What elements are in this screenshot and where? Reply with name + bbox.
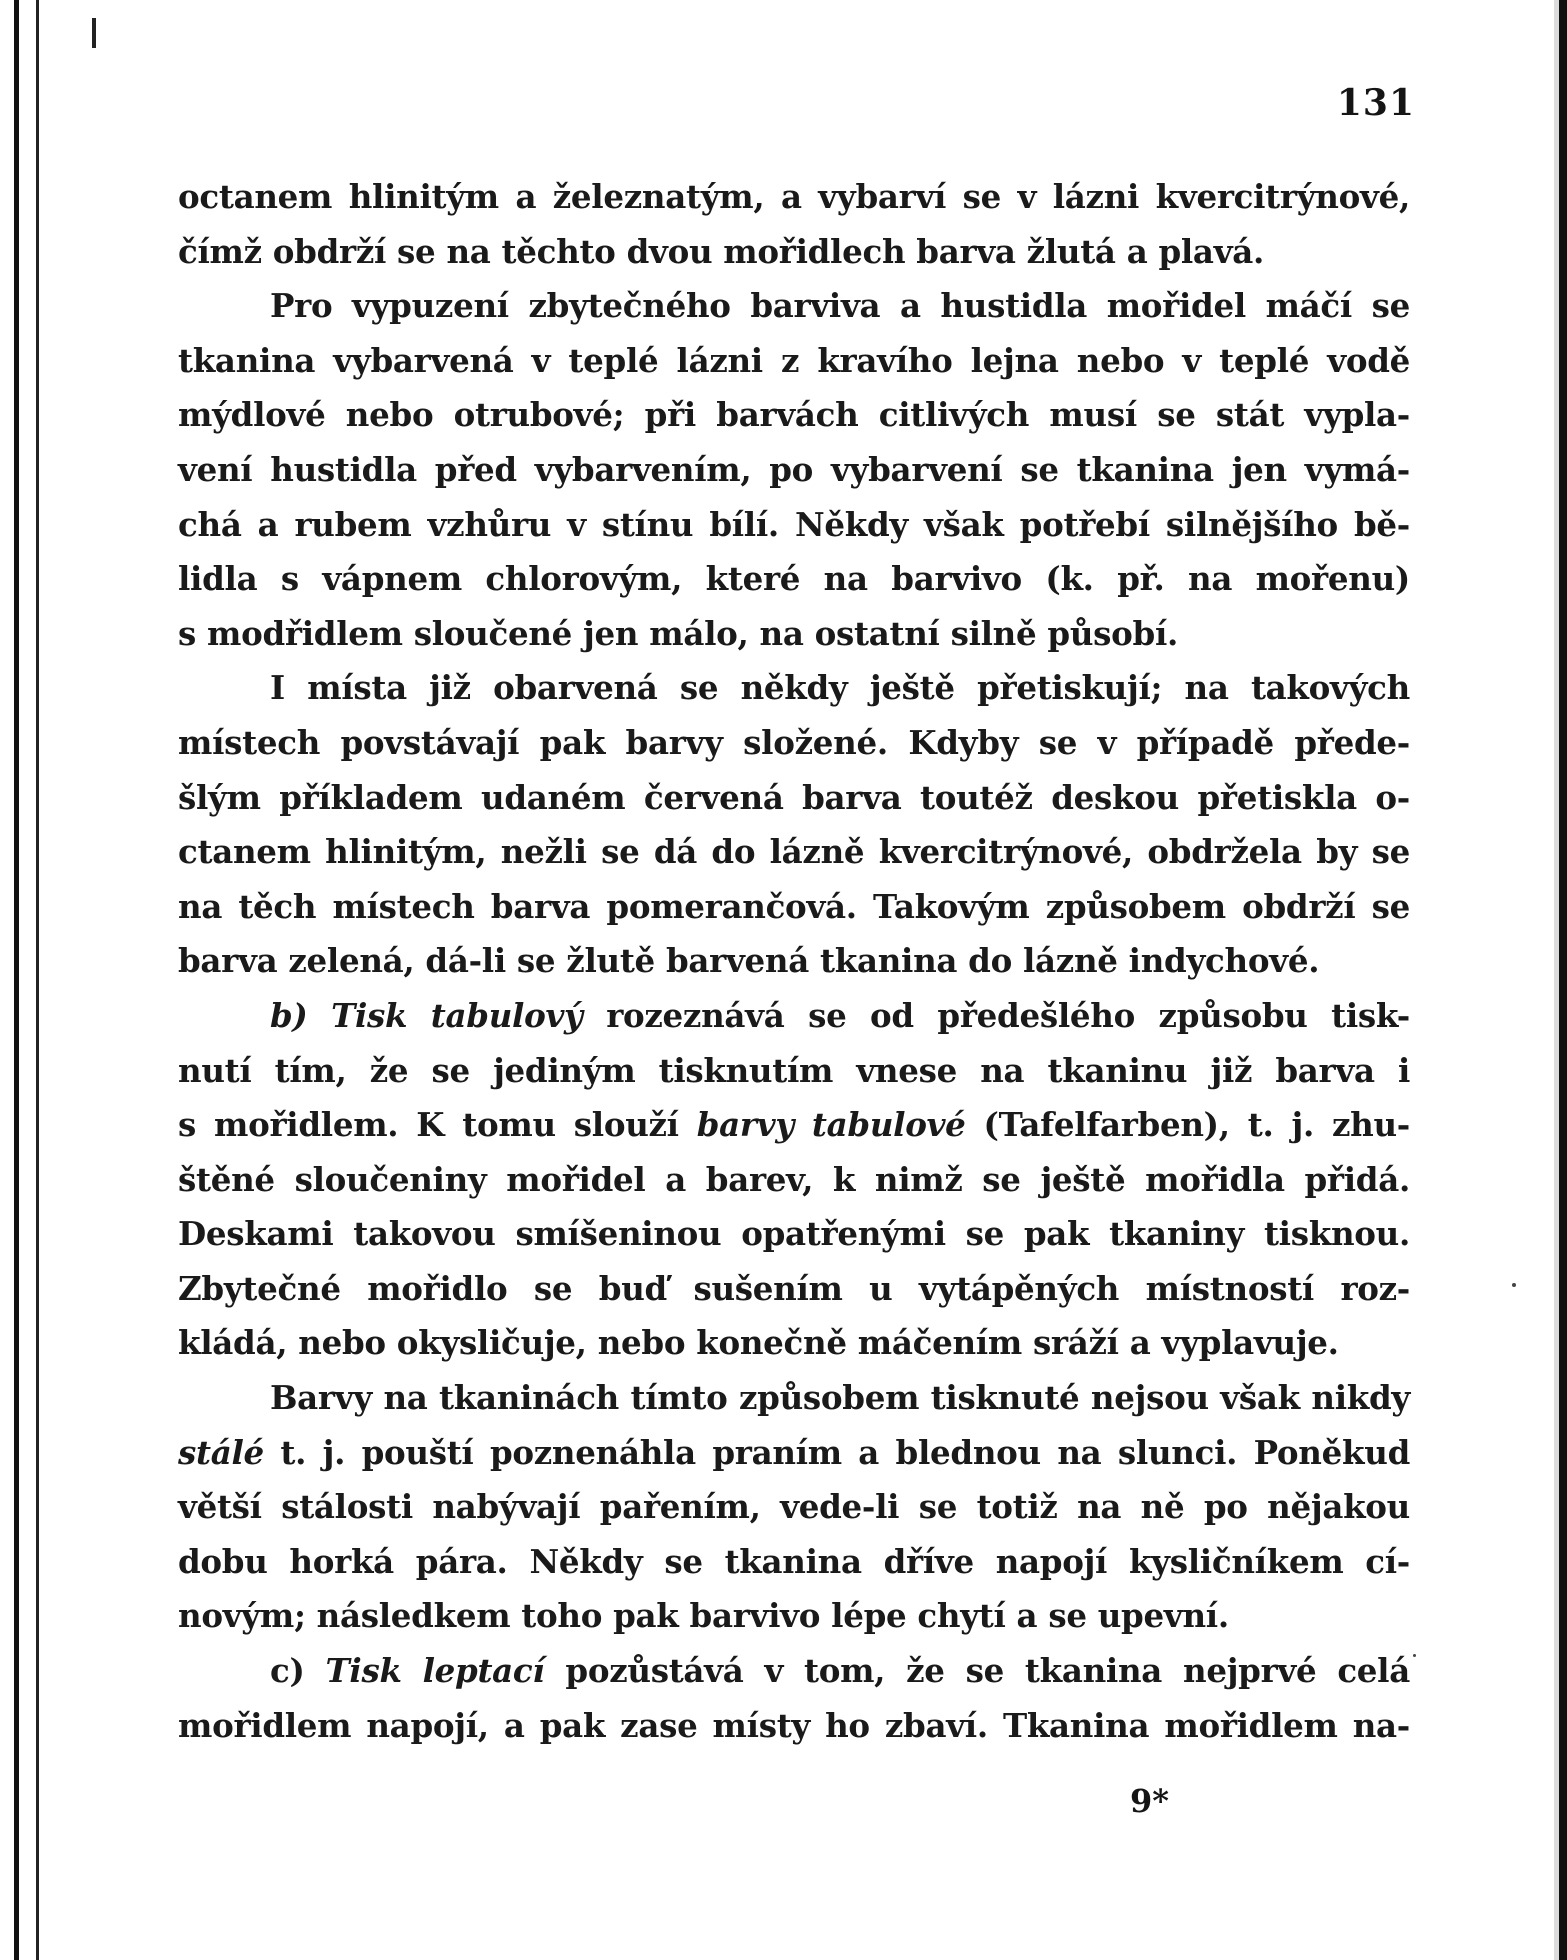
paragraph-first-line: Barvy na tkaninách tímto způsobem tisknuté nejsou však nikdy	[270, 1378, 1410, 1418]
text-line: větší stálosti nabývají pařením, vede-li se totiž na ně po nějakou	[178, 1487, 1410, 1527]
text-line: barva zelená, dá-li se žlutě barvená tkanina do lázně indychové.	[178, 941, 1320, 981]
italic-term: barvy tabulové	[696, 1105, 966, 1145]
text-line: novým; následkem toho pak barvivo lépe chytí a se upevní.	[178, 1596, 1229, 1636]
text-line: chá a rubem vzhůru v stínu bílí. Někdy však potřebí silnějšího bě-	[178, 504, 1410, 544]
paragraph-first-line: Pro vypuzení zbytečného barviva a hustidla mořidel máčí se	[270, 286, 1410, 326]
text-line: čímž obdrží se na těchto dvou mořidlech barva žlutá a plavá.	[178, 231, 1265, 271]
italic-term: stálé	[178, 1432, 264, 1472]
text-line: s mořidlem. K tomu slouží barvy tabulové (Tafelfarben), t. j. zhu-	[178, 1105, 1410, 1145]
left-page-margin	[0, 0, 40, 1960]
signature-mark: 9*	[1130, 1782, 1169, 1820]
binding-edge-line	[14, 0, 19, 1960]
text-line: na těch místech barva pomerančová. Takovým způsobem obdrží se	[178, 886, 1410, 926]
binding-edge-line-inner	[36, 0, 39, 1960]
text-line: lidla s vápnem chlorovým, které na barvivo (k. př. na mořenu)	[178, 559, 1410, 599]
top-edge-mark	[92, 18, 96, 48]
paragraph-first-line: b) Tisk tabulový rozeznává se od předešlého způsobu tisk-	[270, 995, 1410, 1035]
body-text	[178, 170, 1410, 1753]
text-line: šlým příkladem udaném červená barva toutéž deskou přetiskla o-	[178, 777, 1410, 817]
page-number: 131	[1336, 82, 1415, 124]
text-line: mýdlové nebo otrubové; při barvách citlivých musí se stát vypla-	[178, 395, 1410, 435]
print-speck	[1413, 1654, 1416, 1657]
print-speck	[1512, 1283, 1516, 1287]
text-line: mořidlem napojí, a pak zase místy ho zbaví. Tkanina mořidlem na-	[178, 1705, 1410, 1745]
text-line: Deskami takovou smíšeninou opatřenými se pak tkaniny tisknou.	[178, 1214, 1410, 1254]
text-line: dobu horká pára. Někdy se tkanina dříve napojí kysličníkem cí-	[178, 1541, 1410, 1581]
text-line: místech povstávají pak barvy složené. Kdyby se v případě přede-	[178, 722, 1410, 762]
text-line: s modřidlem sloučené jen málo, na ostatní silně působí.	[178, 613, 1179, 653]
paragraph-first-line: c) Tisk leptací pozůstává v tom, že se tkanina nejprvé celá	[270, 1651, 1410, 1691]
text-line: kládá, nebo okysličuje, nebo konečně máčením sráží a vyplavuje.	[178, 1323, 1339, 1363]
text-line: štěné sloučeniny mořidel a barev, k nimž se ještě mořidla přidá.	[178, 1159, 1410, 1199]
text-line: ctanem hlinitým, nežli se dá do lázně kvercitrýnové, obdržela by se	[178, 832, 1410, 872]
text-line: octanem hlinitým a železnatým, a vybarví se v lázni kvercitrýnové,	[178, 177, 1410, 216]
text-line: nutí tím, že se jediným tisknutím vnese na tkaninu již barva i	[178, 1050, 1410, 1090]
text-line: Zbytečné mořidlo se buď sušením u vytápěných místností roz-	[178, 1268, 1410, 1308]
paragraph-first-line: I místa již obarvená se někdy ještě přetiskují; na takových	[270, 668, 1410, 708]
italic-term: Tisk tabulový	[331, 995, 583, 1035]
right-page-border	[1559, 0, 1567, 1960]
text-line: tkanina vybarvená v teplé lázni z kravího lejna nebo v teplé vodě	[178, 340, 1410, 380]
italic-term: Tisk leptací	[325, 1651, 545, 1691]
text-line: vení hustidla před vybarvením, po vybarvení se tkanina jen vymá-	[178, 449, 1410, 489]
text-line: stálé t. j. pouští poznenáhla praním a blednou na slunci. Poněkud	[178, 1432, 1410, 1472]
